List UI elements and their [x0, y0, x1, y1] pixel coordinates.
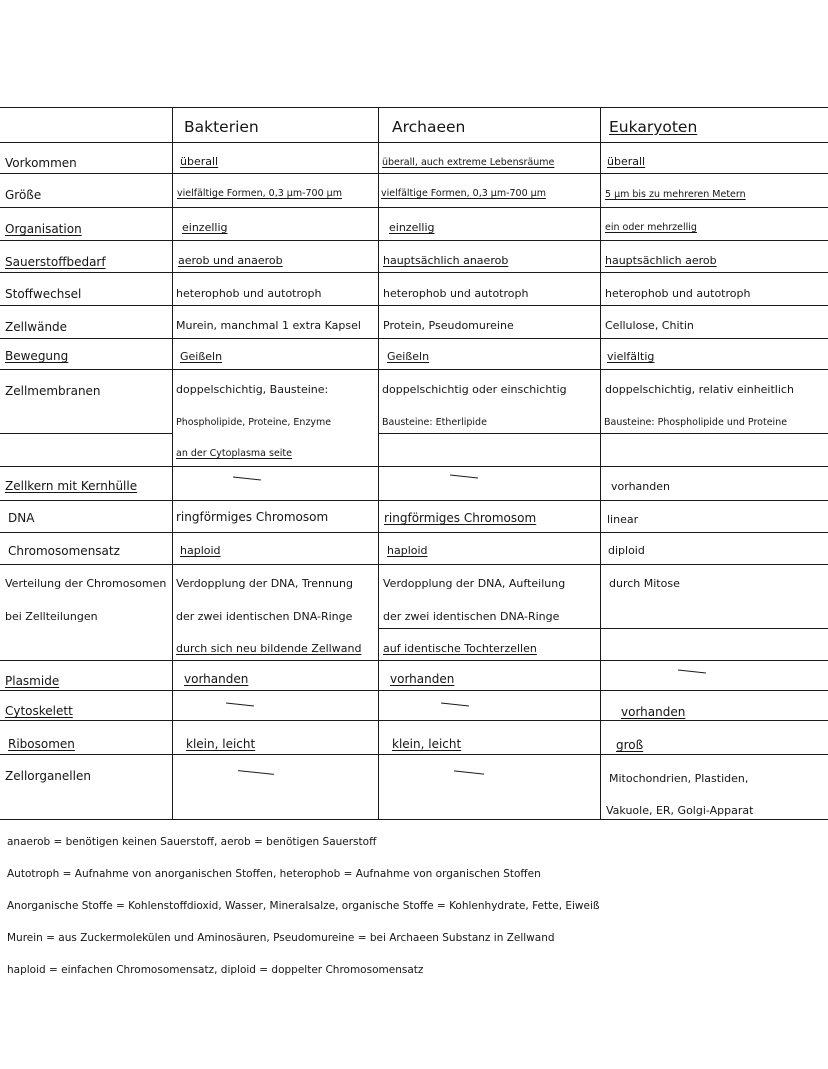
row-label: Chromosomensatz	[8, 544, 120, 558]
cell-eukaryoten: hauptsächlich aerob	[605, 254, 717, 267]
row-divider	[0, 532, 828, 533]
cell-archaeen: hauptsächlich anaerob	[383, 254, 509, 267]
row-divider	[0, 433, 172, 434]
row-label-line: bei Zellteilungen	[5, 610, 98, 623]
column-divider	[600, 107, 601, 819]
cell-bakterien: einzellig	[182, 221, 228, 234]
cell-eukaryoten: linear	[607, 513, 639, 526]
row-divider	[378, 628, 828, 629]
column-divider	[172, 107, 173, 819]
row-divider	[0, 690, 828, 691]
row-divider	[378, 433, 828, 434]
row-label: Organisation	[5, 222, 82, 236]
cell-bakterien: überall	[180, 155, 219, 168]
row-label: Größe	[5, 188, 42, 202]
cell-eukaryoten: ein oder mehrzellig	[605, 222, 697, 233]
empty-dash	[678, 670, 706, 674]
cell-archaeen-line: doppelschichtig oder einschichtig	[382, 383, 567, 396]
cell-eukaryoten: groß	[616, 738, 644, 752]
row-label-line: Verteilung der Chromosomen	[5, 578, 167, 589]
row-divider	[0, 173, 828, 174]
empty-dash	[226, 703, 254, 707]
cell-bakterien-line: Verdopplung der DNA, Trennung	[176, 577, 353, 590]
cell-archaeen: haploid	[387, 544, 428, 557]
cell-bakterien: vielfältige Formen, 0,3 µm-700 µm	[177, 188, 342, 199]
row-divider	[0, 107, 828, 108]
row-divider	[0, 720, 828, 721]
row-divider	[0, 819, 828, 820]
row-divider	[0, 338, 828, 339]
row-label: Zellwände	[5, 320, 68, 334]
note-line: Murein = aus Zuckermolekülen und Aminosäuren, Pseudomureine = bei Archaeen Substanz in Zellwand	[7, 932, 555, 944]
cell-bakterien-line: an der Cytoplasma seite	[176, 448, 292, 459]
cell-eukaryoten: 5 µm bis zu mehreren Metern	[605, 189, 746, 200]
cell-eukaryoten: überall	[607, 155, 646, 168]
cell-archaeen: vielfältige Formen, 0,3 µm-700 µm	[381, 188, 546, 199]
row-label: DNA	[8, 511, 35, 525]
empty-dash	[238, 770, 274, 775]
cell-bakterien: klein, leicht	[186, 737, 256, 751]
row-divider	[0, 240, 828, 241]
row-label: Zellorganellen	[5, 769, 91, 783]
cell-bakterien-line: Phospholipide, Proteine, Enzyme	[176, 417, 332, 428]
note-line: Autotroph = Aufnahme von anorganischen Stoffen, heterophob = Aufnahme von organischen Stoffen	[7, 868, 541, 880]
cell-archaeen-line: auf identische Tochterzellen	[383, 642, 537, 655]
cell-eukaryoten-line: Mitochondrien, Plastiden,	[609, 772, 749, 785]
row-divider	[0, 564, 828, 565]
column-header-archaeen: Archaeen	[392, 118, 466, 136]
row-divider	[0, 207, 828, 208]
cell-bakterien: aerob und anaerob	[178, 254, 283, 267]
cell-bakterien-line: doppelschichtig, Bausteine:	[176, 383, 329, 396]
cell-eukaryoten: diploid	[608, 544, 645, 557]
empty-dash	[450, 475, 478, 479]
row-label: Vorkommen	[5, 156, 77, 170]
cell-eukaryoten: vorhanden	[621, 705, 686, 719]
column-header-eukaryoten: Eukaryoten	[609, 118, 698, 136]
cell-archaeen: heterophob und autotroph	[383, 287, 529, 300]
cell-archaeen: klein, leicht	[392, 737, 462, 751]
row-divider	[0, 142, 828, 143]
cell-eukaryoten: Cellulose, Chitin	[605, 319, 694, 332]
cell-archaeen: vorhanden	[390, 672, 455, 686]
cell-archaeen: ringförmiges Chromosom	[384, 511, 537, 525]
row-label: Stoffwechsel	[5, 287, 82, 301]
row-label: Zellmembranen	[5, 384, 101, 398]
note-line: anaerob = benötigen keinen Sauerstoff, aerob = benötigen Sauerstoff	[7, 836, 377, 848]
cell-eukaryoten: vielfältig	[607, 350, 655, 363]
row-divider	[0, 272, 828, 273]
cell-archaeen-line: Verdopplung der DNA, Aufteilung	[383, 577, 566, 590]
note-line: haploid = einfachen Chromosomensatz, diploid = doppelter Chromosomensatz	[7, 964, 424, 976]
cell-eukaryoten: heterophob und autotroph	[605, 287, 751, 300]
cell-bakterien: Geißeln	[180, 350, 223, 363]
cell-eukaryoten-line: durch Mitose	[609, 577, 680, 590]
cell-archaeen: Geißeln	[387, 350, 430, 363]
row-label: Cytoskelett	[5, 704, 73, 718]
empty-dash	[441, 703, 469, 707]
empty-dash	[233, 477, 261, 481]
empty-dash	[454, 770, 484, 774]
note-line: Anorganische Stoffe = Kohlenstoffdioxid, Wasser, Mineralsalze, organische Stoffe = Kohlenhydrate, Fette, Eiweiß	[7, 900, 600, 912]
row-label: Ribosomen	[8, 737, 75, 751]
row-label: Plasmide	[5, 674, 60, 688]
cell-bakterien: ringförmiges Chromosom	[176, 510, 329, 524]
row-divider	[0, 500, 828, 501]
row-label: Sauerstoffbedarf	[5, 255, 106, 269]
row-divider	[0, 305, 828, 306]
cell-archaeen: einzellig	[389, 221, 435, 234]
column-header-bakterien: Bakterien	[184, 118, 259, 136]
row-divider	[0, 369, 828, 370]
cell-bakterien: vorhanden	[184, 672, 249, 686]
column-divider	[378, 107, 379, 819]
cell-eukaryoten-line: Bausteine: Phospholipide und Proteine	[604, 417, 788, 428]
cell-archaeen: überall, auch extreme Lebensräume	[382, 157, 555, 168]
cell-eukaryoten-line: Vakuole, ER, Golgi-Apparat	[606, 804, 754, 817]
cell-archaeen-line: Bausteine: Etherlipide	[382, 417, 487, 428]
cell-bakterien: Murein, manchmal 1 extra Kapsel	[176, 319, 361, 332]
cell-bakterien-line: durch sich neu bildende Zellwand	[176, 642, 362, 655]
cell-archaeen: Protein, Pseudomureine	[383, 319, 514, 332]
row-label: Bewegung	[5, 349, 69, 363]
row-divider	[0, 754, 828, 755]
row-label: Zellkern mit Kernhülle	[5, 479, 138, 493]
row-divider	[0, 466, 828, 467]
cell-eukaryoten: vorhanden	[611, 480, 670, 493]
row-divider	[0, 660, 828, 661]
cell-bakterien: heterophob und autotroph	[176, 287, 322, 300]
cell-archaeen-line: der zwei identischen DNA-Ringe	[383, 610, 560, 623]
cell-bakterien: haploid	[180, 544, 221, 557]
cell-bakterien-line: der zwei identischen DNA-Ringe	[176, 610, 353, 623]
cell-eukaryoten-line: doppelschichtig, relativ einheitlich	[605, 383, 794, 396]
